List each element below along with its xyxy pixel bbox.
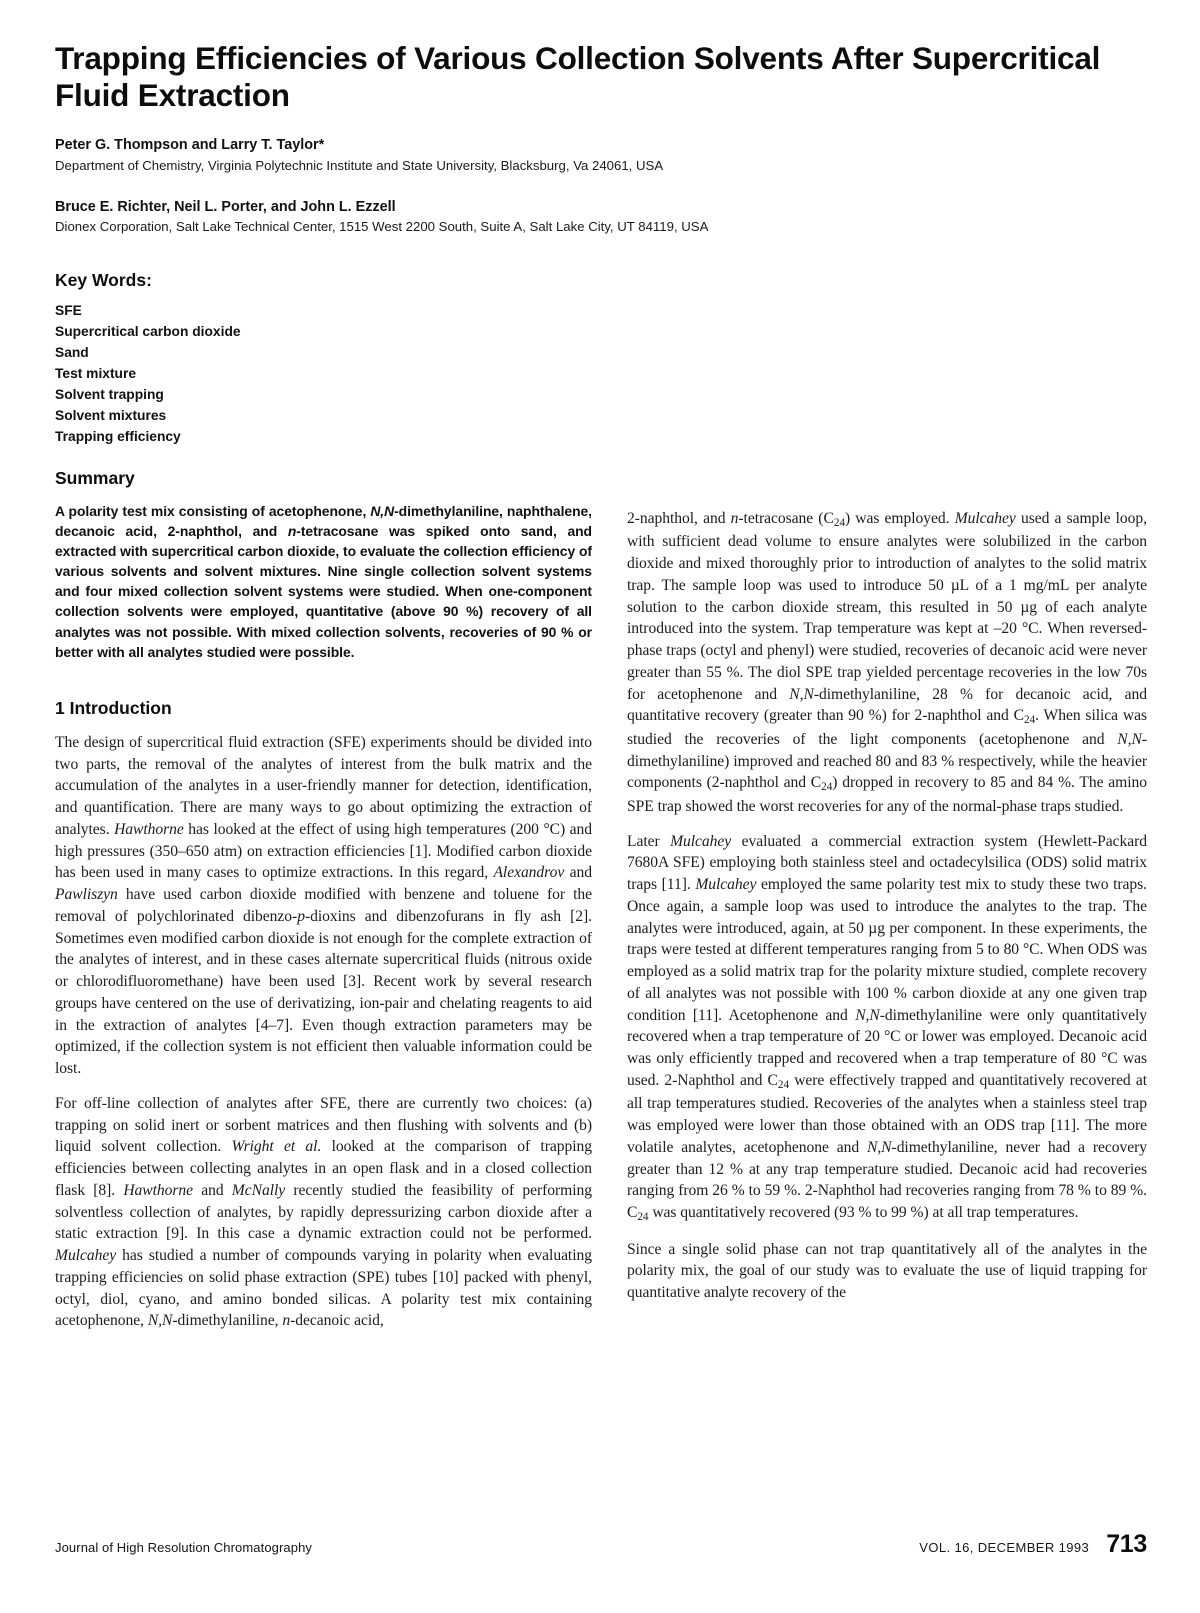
intro-paragraph-3: 2-naphthol, and n-tetracosane $(C_{24})$ was employed. Mulcahey used a sample loop, with sufficient dead volume to ensure analytes were solubilized in the carbon dioxide and mixed thoroughly prior to introduction of analytes to the solid matrix trap. The sample loop was used to introduce 50 µL of a 1 mg/mL per analyte solution to the carbon dioxide stream, this resulted in 50 µg of each analyte introduced into the system. Trap temperature was kept at –20 °C. When reversed-phase traps (octyl and phenyl) were studied, recoveries of decanoic acid were never greater than 55 %. The diol SPE trap yielded percentage recoveries in the low 70s for acetophenone and N,N-dimethylaniline, 28 % for decanoic acid, and quantitative recovery (greater than 90 %) for 2-naphthol and $C_{24}$. When silica was studied the recoveries of the light components (acetophenone and N,N-dimethylaniline) improved and reached 80 and 83 % respectively, while the heavier components (2-naphthol and $C_{24}$) dropped in recovery to 85 and 84 %. The amino SPE trap showed the worst recoveries for any of the normal-phase traps studied. [627,510,1148,815]
author-names: Peter G. Thompson and Larry T. Taylor* [55,137,325,154]
page-title: Trapping Efficiencies of Various Collection Solvents After Supercritical Fluid Extraction [55,40,1101,113]
keyword-item: Trapping efficiency [55,428,181,444]
keyword-item: Solvent trapping [55,386,164,402]
keywords-list [55,301,592,448]
author-affiliation: Dionex Corporation, Salt Lake Technical Center, 1515 West 2200 South, Suite A, Salt Lake City, UT 84119, USA [55,219,709,235]
keyword-item: Sand [55,344,89,360]
footer-journal-name: Journal of High Resolution Chromatography [55,1540,313,1555]
keyword-item: Test mixture [55,365,137,381]
intro-paragraph-5: Since a single solid phase can not trap quantitatively all of the analytes in the polarity mix, the goal of our study was to evaluate the use of liquid trapping for quantitative analyte recovery of the [627,1240,1147,1302]
footer-page-number: 713 [1106,1530,1147,1558]
column-left [55,468,592,1332]
intro-paragraph-4: Later Mulcahey evaluated a commercial extraction system (Hewlett-Packard 7680A SFE) employing both stainless steel and octadecylsilica (ODS) solid matrix traps [11]. Mulcahey employed the same polarity test mix to study these two traps. Once again, a sample loop was used to introduce the analytes to the trap. The analytes were introduced, again, at 50 µg per component. In these experiments, the traps were tested at different temperatures ranging from 5 to 80 °C. When ODS was employed as a solid matrix trap for the polarity mixture studied, complete recovery of all analytes was not possible with 100 % carbon dioxide at any one given trap condition [11]. Acetophenone and N,N-dimethylaniline were only quantitatively recovered when a trap temperature of 20 °C or lower was employed. Decanoic acid was only efficiently trapped and recovered when a trap temperature of 80 °C was used. 2-Naphthol and $C_{24}$ were effectively trapped and quantitatively recovered at all trap temperatures studied. Recoveries of the analytes when a stainless steel trap was employed were lower than those obtained with an ODS trap [11]. The more volatile analytes, acetophenone and N,N-dimethylaniline, never had a recovery greater than 12 % at any trap temperature studied. Decanoic acid had recoveries ranging from 26 % to 59 %. 2-Naphthol had recoveries ranging from 78 % to 89 %. $C_{24}$ was quantitatively recovered (93 % to 99 %) at all trap temperatures. [627,832,1147,1223]
author-names: Bruce E. Richter, Neil L. Porter, and John L. Ezzell [55,198,396,215]
keywords-section [55,270,592,448]
footer-right-group [919,1530,1147,1559]
summary-heading: Summary [55,468,135,488]
keyword-item: Supercritical carbon dioxide [55,323,241,339]
intro-paragraph-2: For off-line collection of analytes after SFE, there are currently two choices: (a) trapping on solid inert or sorbent matrices and then flushing with solvents and (b) liquid solvent collection. Wright et al. looked at the comparison of trapping efficiencies between collecting analytes in an open flask and in a closed collection flask [8]. Hawthorne and McNally recently studied the feasibility of performing solventless collection of analytes, by rapidly depressurizing carbon dioxide after a static extraction [9]. In this case a dynamic extraction could not be performed. Mulcahey has studied a number of compounds varying in polarity when evaluating trapping efficiencies on solid phase extraction (SPE) tubes [10] packed with phenyl, octyl, diol, cyano, and amino bonded silicas. A polarity test mix containing acetophenone, N,N-dimethylaniline, n-decanoic acid, [55,1094,593,1330]
article-header [55,40,1147,236]
author-group-2 [55,198,1147,237]
abstract-text: A polarity test mix consisting of acetophenone, N,N-dimethylaniline, naphthalene, decanoic acid, 2-naphthol, and n-tetracosane was spiked onto sand, and extracted with supercritical carbon dioxide, to evaluate the collection efficiency of various solvents and solvent mixtures. Nine single collection solvent systems and four mixed collection solvent systems were studied. When one-component collection solvents were employed, quantitative (above 90 %) recovery of all analytes was not possible. With mixed collection solvents, recoveries of 90 % or better with all analytes studied were possible. [55,503,592,660]
keywords-heading: Key Words: [55,270,152,290]
keyword-item: SFE [55,303,82,318]
introduction-heading: 1 Introduction [55,697,172,718]
author-affiliation: Department of Chemistry, Virginia Polytechnic Institute and State University, Blacksburg, Va 24061, USA [55,157,664,173]
footer-volume: VOL. 16, DECEMBER 1993 [919,1540,1090,1555]
keyword-item: Solvent mixtures [55,407,167,423]
column-right [627,508,1147,1304]
author-group-1 [55,136,1147,175]
page-footer [55,1530,1147,1559]
intro-paragraph-1: The design of supercritical fluid extraction (SFE) experiments should be divided into two parts, the removal of the analytes of interest from the bulk matrix and the accumulation of the analytes in a user-friendly manner for detection, identification, and quantification. There are many ways to go about optimizing the extraction of analytes. Hawthorne has looked at the effect of using high temperatures (200 °C) and high pressures (350–650 atm) on extraction efficiencies [1]. Modified carbon dioxide has been used in many cases to optimize extractions. In this regard, Alexandrov and Pawliszyn have used carbon dioxide modified with benzene and toluene for the removal of polychlorinated dibenzo-p-dioxins and dibenzofurans in fly ash [2]. Sometimes even modified carbon dioxide is not enough for the complete extraction of the analytes of interest, and in these cases alternate supercritical fluids (nitrous oxide or chlorodifluoromethane) have been used [3]. Recent work by several research groups have centered on the use of derivatizing, ion-pair and chelating reagents to aid in the extraction of analytes [4–7]. Even though extraction parameters may be optimized, if the collection system is not efficient then valuable information could be lost. [55,733,592,1077]
